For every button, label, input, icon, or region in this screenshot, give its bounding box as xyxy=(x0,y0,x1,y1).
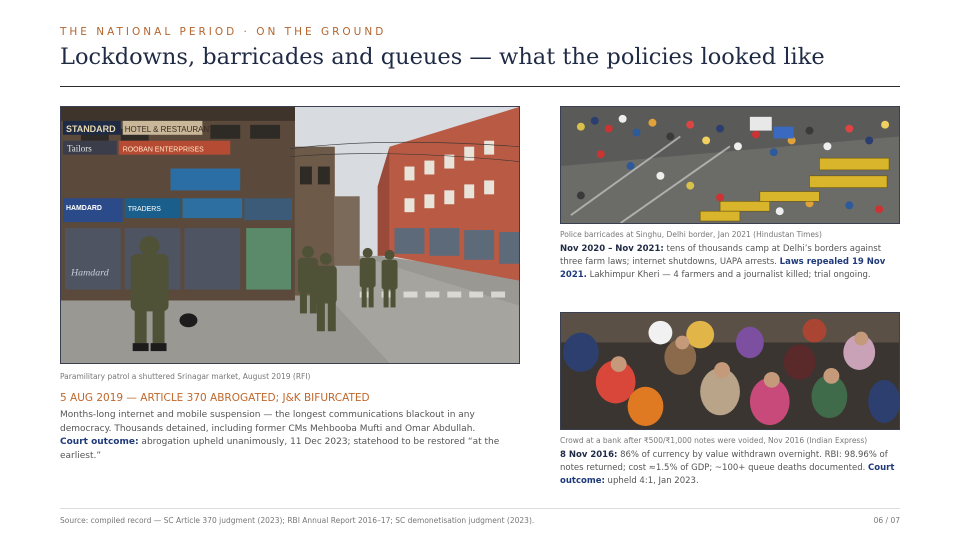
sign-rooban: ROOBAN ENTERPRISES xyxy=(122,146,204,154)
sign-hamdard-shutter: Hamdard xyxy=(70,267,109,279)
footer-divider xyxy=(60,508,900,509)
left-photo-caption: Paramilitary patrol a shuttered Srinagar market, August 2019 (RFI) xyxy=(60,372,311,381)
sign-standard: STANDARD xyxy=(65,123,116,134)
farm-laws-text-a: tens of thousands camp at Delhi’s borders against three farm laws; internet shutdowns, UAPA arrests. xyxy=(560,244,882,267)
sign-tailors: Tailors xyxy=(66,143,92,154)
demonetisation-court-label: Court outcome: xyxy=(560,462,895,486)
article-370-heading: 5 AUG 2019 — ARTICLE 370 ABROGATED; J&K BIFURCATED xyxy=(60,392,370,404)
sign-hamdard: HAMDARD xyxy=(65,205,102,213)
article-370-text-b: abrogation upheld unanimously, 11 Dec 2023; statehood to be restored “at the earliest.” xyxy=(60,437,500,461)
demonetisation-text-b: upheld 4:1, Jan 2023. xyxy=(604,475,699,486)
farm-laws-body xyxy=(560,243,900,281)
demonetisation-lead: 8 Nov 2016: xyxy=(560,450,618,460)
farm-laws-lead: Nov 2020 – Nov 2021: xyxy=(560,244,664,254)
demonetisation-body xyxy=(560,449,900,487)
farm-laws-repealed: Laws repealed 19 Nov 2021. xyxy=(560,256,886,280)
article-370-body xyxy=(60,409,500,463)
bank-crowd-photo xyxy=(560,312,900,430)
article-370-court-label: Court outcome: xyxy=(60,437,139,447)
singhu-photo-caption: Police barricades at Singhu, Delhi border, Jan 2021 (Hindustan Times) xyxy=(560,230,822,239)
source-note: Source: compiled record — SC Article 370 judgment (2023); RBI Annual Report 2016–17; SC demonetisation judgment (2023). xyxy=(60,516,535,525)
demonetisation-text-a: 86% of currency by value withdrawn overnight. RBI: 98.96% of notes returned; cost ≈1.5% of GDP; ~100+ queue deaths documented. xyxy=(560,450,888,473)
sign-hotel: HOTEL & RESTAURANT xyxy=(124,124,214,134)
article-370-text-a: Months-long internet and mobile suspension — the longest communications blackout in any democracy. Thousands detained, including former CMs Mehbooba Mufti and Omar Abdullah. xyxy=(60,410,476,434)
sign-traders: TRADERS xyxy=(127,206,161,214)
farm-laws-text-b: Lakhimpur Kheri — 4 farmers and a journalist killed; trial ongoing. xyxy=(586,269,871,280)
section-kicker: THE NATIONAL PERIOD · ON THE GROUND xyxy=(60,26,387,38)
bank-photo-caption: Crowd at a bank after ₹500/₹1,000 notes were voided, Nov 2016 (Indian Express) xyxy=(560,436,868,445)
srinagar-street-photo xyxy=(60,106,520,364)
page-number: 06 / 07 xyxy=(873,516,900,525)
title-divider xyxy=(60,86,900,87)
page-title: Lockdowns, barricades and queues — what the policies looked like xyxy=(60,44,825,70)
singhu-barricades-photo xyxy=(560,106,900,224)
